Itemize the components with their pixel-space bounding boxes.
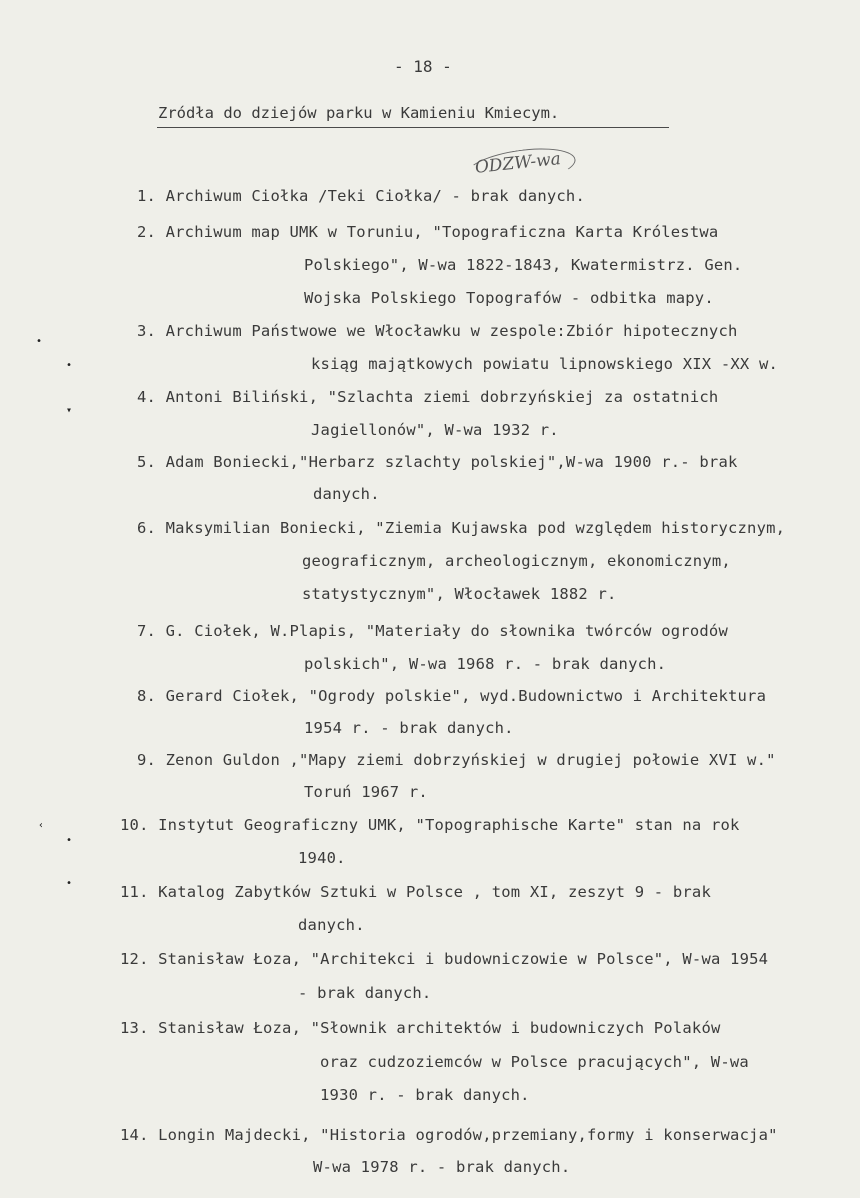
source-line: 5. Adam Boniecki,"Herbarz szlachty polskiej",W-wa 1900 r.- brak xyxy=(137,453,738,471)
source-line: Toruń 1967 r. xyxy=(304,783,428,801)
page-title: Zródła do dziejów parku w Kamieniu Kmiecym. xyxy=(158,104,560,122)
source-line: geograficznym, archeologicznym, ekonomicznym, xyxy=(302,552,731,570)
source-line: Polskiego", W-wa 1822-1843, Kwatermistrz. Gen. xyxy=(304,256,743,274)
source-line: statystycznym", Włocławek 1882 r. xyxy=(302,585,617,603)
source-line: W-wa 1978 r. - brak danych. xyxy=(313,1158,571,1176)
title-underline xyxy=(157,127,669,128)
source-line: 1930 r. - brak danych. xyxy=(320,1086,530,1104)
source-line: 9. Zenon Guldon ,"Mapy ziemi dobrzyńskiej w drugiej połowie XVI w." xyxy=(137,751,776,769)
source-line: 1940. xyxy=(298,849,346,867)
source-line: Jagiellonów", W-wa 1932 r. xyxy=(311,421,559,439)
source-line: - brak danych. xyxy=(298,984,432,1002)
source-line: Wojska Polskiego Topografów - odbitka mapy. xyxy=(304,289,714,307)
source-line: 8. Gerard Ciołek, "Ogrody polskie", wyd.Budownictwo i Architektura xyxy=(137,687,767,705)
source-line: 10. Instytut Geograficzny UMK, "Topographische Karte" stan na rok xyxy=(120,816,740,834)
source-line: 11. Katalog Zabytków Sztuki w Polsce , tom XI, zeszyt 9 - brak xyxy=(120,883,711,901)
source-line: 1954 r. - brak danych. xyxy=(304,719,514,737)
source-line: 7. G. Ciołek, W.Plapis, "Materiały do słownika twórców ogrodów xyxy=(137,622,728,640)
page-number: - 18 - xyxy=(394,57,452,76)
source-line: danych. xyxy=(313,485,380,503)
handwritten-annotation: ODZW-wa xyxy=(474,149,562,178)
source-line: 2. Archiwum map UMK w Toruniu, "Topograficzna Karta Królestwa xyxy=(137,223,719,241)
source-line: 3. Archiwum Państwowe we Włocławku w zespole:Zbiór hipotecznych xyxy=(137,322,738,340)
margin-mark: • xyxy=(36,336,43,347)
margin-mark: • xyxy=(66,878,73,889)
source-line: ksiąg majątkowych powiatu lipnowskiego XIX -XX w. xyxy=(311,355,779,373)
margin-mark: • xyxy=(66,835,73,846)
margin-mark: • xyxy=(66,360,73,371)
margin-mark: ▾ xyxy=(66,405,73,416)
source-line: 6. Maksymilian Boniecki, "Ziemia Kujawska pod względem historycznym, xyxy=(137,519,786,537)
source-line: polskich", W-wa 1968 r. - brak danych. xyxy=(304,655,667,673)
source-line: danych. xyxy=(298,916,365,934)
source-line: oraz cudzoziemców w Polsce pracujących", W-wa xyxy=(320,1053,749,1071)
source-line: 14. Longin Majdecki, "Historia ogrodów,przemiany,formy i konserwacja" xyxy=(120,1126,778,1144)
source-line: 12. Stanisław Łoza, "Architekci i budowniczowie w Polsce", W-wa 1954 xyxy=(120,950,769,968)
source-line: 4. Antoni Biliński, "Szlachta ziemi dobrzyńskiej za ostatnich xyxy=(137,388,719,406)
source-line: 13. Stanisław Łoza, "Słownik architektów i budowniczych Polaków xyxy=(120,1019,721,1037)
source-line: 1. Archiwum Ciołka /Teki Ciołka/ - brak danych. xyxy=(137,187,585,205)
margin-mark: ‹ xyxy=(38,820,45,831)
